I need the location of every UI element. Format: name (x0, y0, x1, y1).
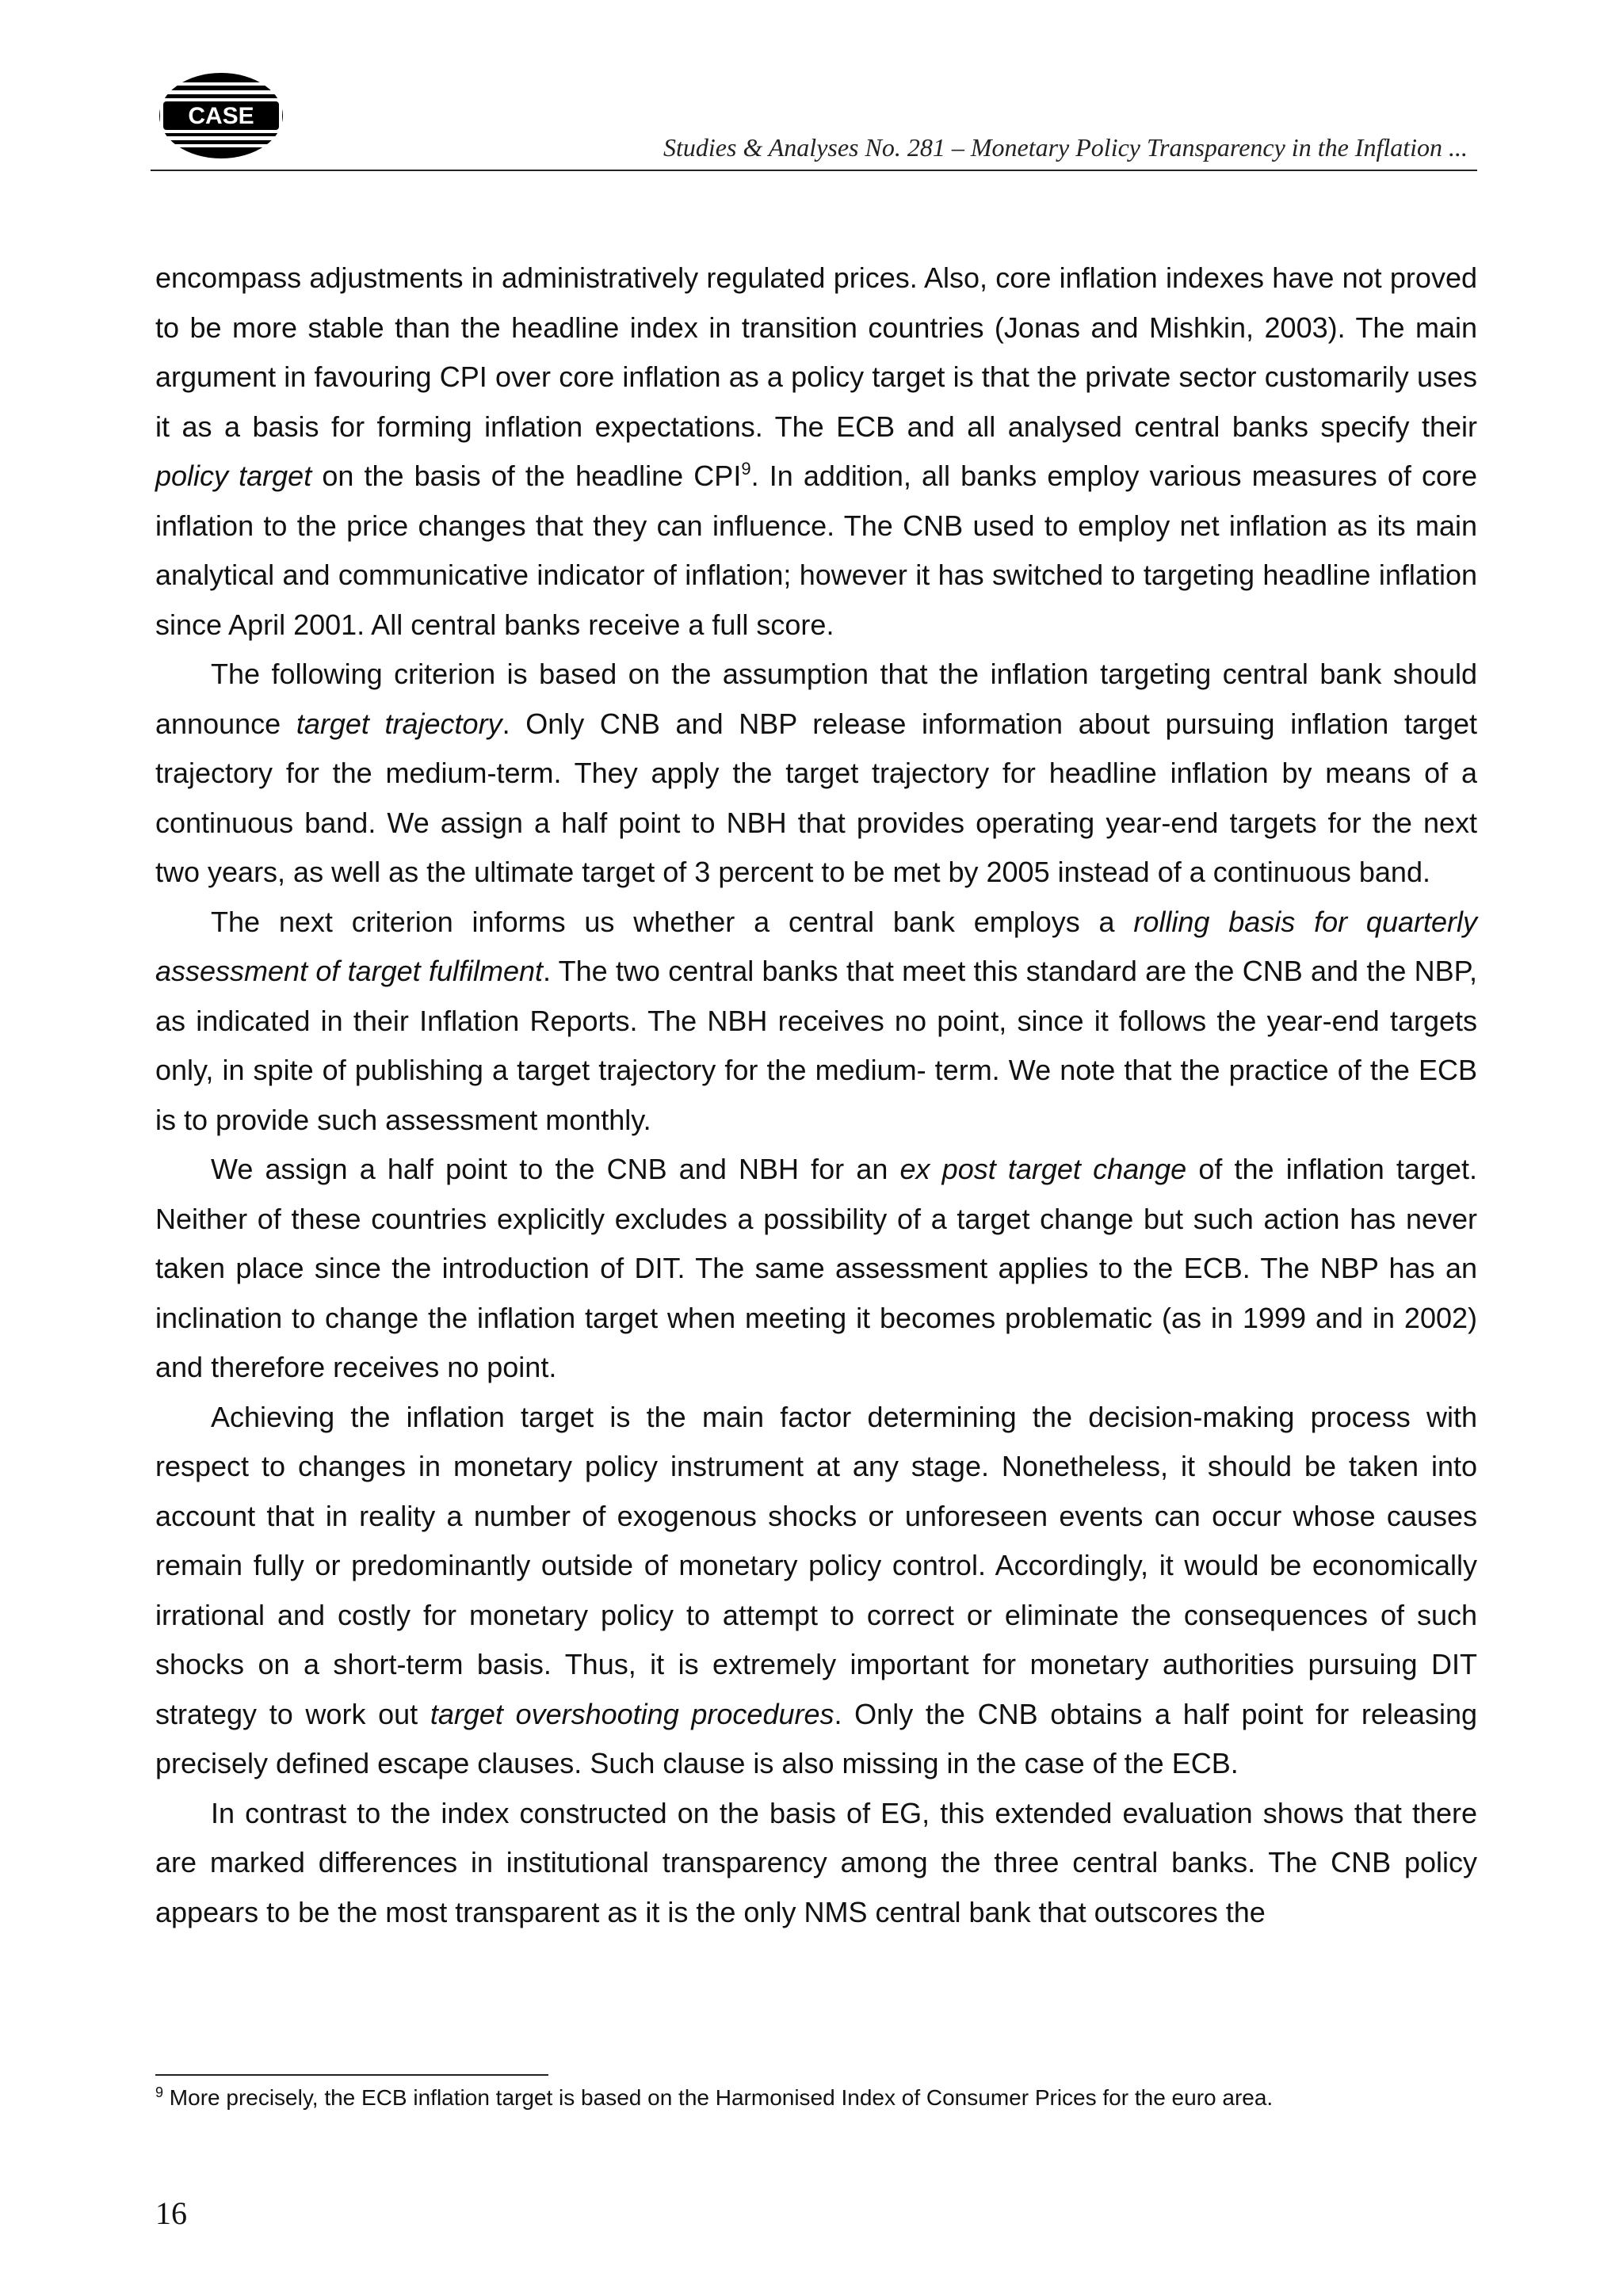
footnote-text: More precisely, the ECB inflation target is based on the Harmonised Index of Consumer Prices for the euro area. (163, 2085, 1274, 2110)
body-text (155, 254, 1477, 1937)
footnote (155, 2085, 1477, 2111)
paragraph-1: encompass adjustments in administratively regulated prices. Also, core inflation indexes have not proved to be more stable than the headline index in transition countries (Jonas and Mishkin, 2003). The main argument in favouring CPI over core inflation as a policy target is that the private sector customarily uses it as a basis for forming inflation expectations. The ECB and all analysed central banks specify their policy target on the basis of the headline CPI$^9$. In addition, all banks employ various measures of core inflation to the price changes that they can influence. The CNB used to employ net inflation as its main analytical and communicative indicator of inflation; however it has switched to targeting headline inflation since April 2001. All central banks receive a full score. (155, 261, 1477, 641)
page-number: 16 (155, 2195, 187, 2231)
footnote-divider (155, 2074, 548, 2076)
paragraph-6: In contrast to the index constructed on the basis of EG, this extended evaluation shows that there are marked differences in institutional transparency among the three central banks. The CNB policy appears to be the most transparent as it is the only NMS central bank that outscores the (155, 1796, 1477, 1928)
running-header: Studies & Analyses No. 281 – Monetary Policy Transparency in the Inflation ... (663, 133, 1468, 162)
paragraph-5: Achieving the inflation target is the main factor determining the decision-making process with respect to changes in monetary policy instrument at any stage. Nonetheless, it should be taken into account that in reality a number of exogenous shocks or unforeseen events can occur whose causes remain fully or predominantly outside of monetary policy control. Accordingly, it would be economically irrational and costly for monetary policy to attempt to correct or eliminate the consequences of such shocks on a short-term basis. Thus, it is extremely important for monetary authorities pursuing DIT strategy to work out target overshooting procedures. Only the CNB obtains a half point for releasing precisely defined escape clauses. Such clause is also missing in the case of the ECB. (155, 1400, 1477, 1779)
case-logo-emblem (155, 68, 287, 163)
paragraph-4: We assign a half point to the CNB and NBH for an ex post target change of the inflation target. Neither of these countries explicitly excludes a possibility of a target change but such action has never taken place since the introduction of DIT. The same assessment applies to the ECB. The NBP has an inclination to change the inflation target when meeting it becomes problematic (as in 1999 and in 2002) and therefore receives no point. (155, 1153, 1477, 1383)
emphasis-rolling-basis: rolling basis for quarterly assessment of target fulfilment (155, 905, 1477, 987)
footnote-reference: 9 (741, 459, 751, 479)
footnote-marker: 9 (155, 2084, 164, 2100)
emphasis-target-overshooting: target overshooting procedures (430, 1697, 834, 1730)
paragraph-2: The following criterion is based on the assumption that the inflation targeting central bank should announce target trajectory. Only CNB and NBP release information about pursuing inflation target trajectory for the medium-term. They apply the target trajectory for headline inflation by means of a continuous band. We assign a half point to NBH that provides operating year-end targets for the next two years, as well as the ultimate target of 3 percent to be met by 2005 instead of a continuous band. (155, 658, 1477, 888)
header-divider (151, 170, 1477, 171)
emphasis-policy-target: policy target (155, 460, 312, 492)
case-logo (155, 68, 287, 163)
paragraph-3: The next criterion informs us whether a central bank employs a rolling basis for quarterly assessment of target fulfilment. The two central banks that meet this standard are the CNB and the NBP, as indicated in their Inflation Reports. The NBH receives no point, since it follows the year-end targets only, in spite of publishing a target trajectory for the medium- term. We note that the practice of the ECB is to provide such assessment monthly. (155, 905, 1478, 1136)
logo-text: CASE (188, 103, 254, 129)
emphasis-target-trajectory: target trajectory (296, 707, 502, 740)
emphasis-ex-post-target-change: ex post target change (899, 1153, 1187, 1185)
